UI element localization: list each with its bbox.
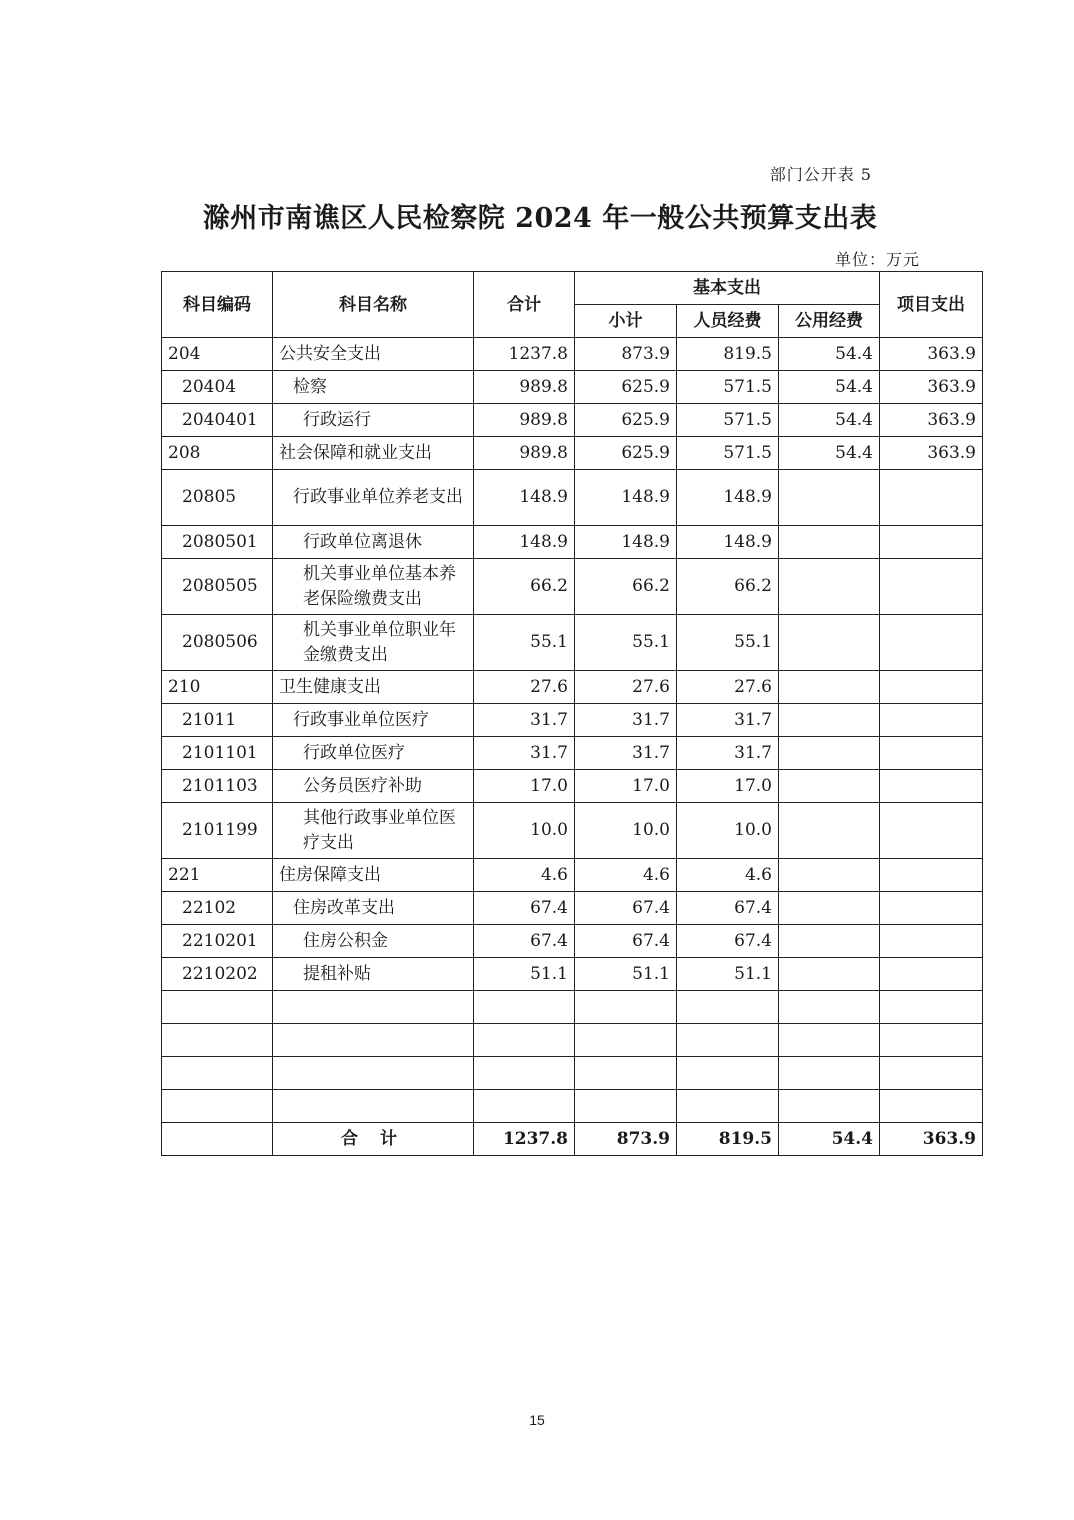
cell-public	[779, 526, 880, 559]
empty-cell	[474, 1090, 575, 1123]
cell-public	[779, 615, 880, 671]
cell-project: 363.9	[880, 371, 983, 404]
cell-total: 66.2	[474, 559, 575, 615]
cell-project	[880, 470, 983, 526]
cell-public	[779, 704, 880, 737]
empty-cell	[575, 1024, 677, 1057]
cell-total: 989.8	[474, 404, 575, 437]
cell-personnel: 571.5	[677, 371, 779, 404]
cell-project	[880, 526, 983, 559]
table-row	[162, 338, 983, 371]
table-row	[162, 437, 983, 470]
cell-code: 2080505	[162, 559, 273, 615]
empty-cell	[880, 991, 983, 1024]
empty-cell	[880, 1057, 983, 1090]
total-subtotal: 873.9	[575, 1123, 677, 1156]
budget-table	[161, 271, 983, 1156]
cell-subtotal: 31.7	[575, 737, 677, 770]
cell-name: 住房改革支出	[273, 892, 474, 925]
empty-cell	[779, 1024, 880, 1057]
cell-total: 55.1	[474, 615, 575, 671]
cell-total: 17.0	[474, 770, 575, 803]
cell-name: 其他行政事业单位医疗支出	[273, 803, 474, 859]
cell-project: 363.9	[880, 404, 983, 437]
cell-subtotal: 10.0	[575, 803, 677, 859]
cell-public	[779, 803, 880, 859]
cell-public	[779, 892, 880, 925]
unit-label: 单位：万元	[834, 250, 920, 269]
cell-code: 21011	[162, 704, 273, 737]
table-row	[162, 371, 983, 404]
cell-code: 20404	[162, 371, 273, 404]
cell-personnel: 4.6	[677, 859, 779, 892]
cell-personnel: 571.5	[677, 437, 779, 470]
header-subtotal: 小计	[575, 305, 677, 338]
cell-subtotal: 625.9	[575, 404, 677, 437]
cell-total: 1237.8	[474, 338, 575, 371]
total-project: 363.9	[880, 1123, 983, 1156]
empty-cell	[677, 1090, 779, 1123]
table-row	[162, 958, 983, 991]
cell-subtotal: 67.4	[575, 892, 677, 925]
cell-public: 54.4	[779, 371, 880, 404]
empty-row	[162, 1057, 983, 1090]
cell-subtotal: 873.9	[575, 338, 677, 371]
empty-cell	[677, 991, 779, 1024]
table-row	[162, 803, 983, 859]
cell-personnel: 31.7	[677, 737, 779, 770]
cell-total: 4.6	[474, 859, 575, 892]
empty-cell	[474, 1057, 575, 1090]
cell-total: 51.1	[474, 958, 575, 991]
cell-name: 机关事业单位基本养老保险缴费支出	[273, 559, 474, 615]
page-title: 滁州市南谯区人民检察院 2024 年一般公共预算支出表	[202, 203, 878, 234]
cell-code: 2040401	[162, 404, 273, 437]
cell-name: 行政事业单位养老支出	[273, 470, 474, 526]
cell-personnel: 67.4	[677, 892, 779, 925]
cell-public: 54.4	[779, 437, 880, 470]
cell-total: 989.8	[474, 437, 575, 470]
cell-personnel: 31.7	[677, 704, 779, 737]
cell-project	[880, 859, 983, 892]
cell-name: 行政单位离退休	[273, 526, 474, 559]
cell-name: 公务员医疗补助	[273, 770, 474, 803]
table-row	[162, 671, 983, 704]
cell-subtotal: 55.1	[575, 615, 677, 671]
cell-project	[880, 803, 983, 859]
header-name: 科目名称	[273, 272, 474, 338]
cell-total: 27.6	[474, 671, 575, 704]
cell-total: 67.4	[474, 925, 575, 958]
empty-cell	[880, 1024, 983, 1057]
cell-name: 提租补贴	[273, 958, 474, 991]
cell-subtotal: 66.2	[575, 559, 677, 615]
cell-personnel: 819.5	[677, 338, 779, 371]
table-row	[162, 470, 983, 526]
cell-public	[779, 559, 880, 615]
empty-cell	[575, 1057, 677, 1090]
table-row	[162, 526, 983, 559]
cell-total: 10.0	[474, 803, 575, 859]
cell-code: 2210202	[162, 958, 273, 991]
cell-total: 148.9	[474, 470, 575, 526]
cell-personnel: 66.2	[677, 559, 779, 615]
empty-cell	[162, 1057, 273, 1090]
empty-cell	[575, 991, 677, 1024]
cell-public	[779, 671, 880, 704]
empty-cell	[474, 991, 575, 1024]
cell-code: 2101101	[162, 737, 273, 770]
cell-total: 67.4	[474, 892, 575, 925]
cell-subtotal: 625.9	[575, 437, 677, 470]
cell-code: 22102	[162, 892, 273, 925]
cell-personnel: 17.0	[677, 770, 779, 803]
cell-public	[779, 737, 880, 770]
table-row	[162, 704, 983, 737]
empty-row	[162, 991, 983, 1024]
form-number: 部门公开表 5	[769, 165, 872, 184]
total-row	[162, 1123, 983, 1156]
cell-public	[779, 958, 880, 991]
cell-public	[779, 925, 880, 958]
cell-subtotal: 625.9	[575, 371, 677, 404]
cell-code: 2080501	[162, 526, 273, 559]
cell-code: 204	[162, 338, 273, 371]
cell-project	[880, 704, 983, 737]
empty-cell	[162, 991, 273, 1024]
header-total: 合计	[474, 272, 575, 338]
empty-cell	[273, 1090, 474, 1123]
cell-subtotal: 51.1	[575, 958, 677, 991]
cell-code: 2101103	[162, 770, 273, 803]
cell-personnel: 55.1	[677, 615, 779, 671]
cell-subtotal: 17.0	[575, 770, 677, 803]
cell-public: 54.4	[779, 404, 880, 437]
cell-project	[880, 559, 983, 615]
cell-project	[880, 671, 983, 704]
cell-personnel: 10.0	[677, 803, 779, 859]
cell-public	[779, 470, 880, 526]
cell-total: 148.9	[474, 526, 575, 559]
cell-total: 31.7	[474, 737, 575, 770]
empty-cell	[677, 1057, 779, 1090]
empty-cell	[779, 1057, 880, 1090]
page-number: 15	[529, 1412, 545, 1428]
total-code-cell	[162, 1123, 273, 1156]
cell-project	[880, 615, 983, 671]
empty-cell	[779, 991, 880, 1024]
cell-subtotal: 148.9	[575, 470, 677, 526]
table-row	[162, 404, 983, 437]
cell-total: 989.8	[474, 371, 575, 404]
cell-personnel: 27.6	[677, 671, 779, 704]
cell-code: 20805	[162, 470, 273, 526]
cell-name: 卫生健康支出	[273, 671, 474, 704]
cell-personnel: 67.4	[677, 925, 779, 958]
total-public: 54.4	[779, 1123, 880, 1156]
empty-row	[162, 1090, 983, 1123]
cell-personnel: 51.1	[677, 958, 779, 991]
empty-cell	[273, 1057, 474, 1090]
cell-name: 机关事业单位职业年金缴费支出	[273, 615, 474, 671]
header-basic: 基本支出	[575, 272, 880, 305]
cell-name: 住房保障支出	[273, 859, 474, 892]
cell-personnel: 571.5	[677, 404, 779, 437]
table-row	[162, 737, 983, 770]
empty-cell	[677, 1024, 779, 1057]
cell-code: 2080506	[162, 615, 273, 671]
cell-public: 54.4	[779, 338, 880, 371]
cell-code: 2101199	[162, 803, 273, 859]
total-label: 合 计	[273, 1123, 474, 1156]
table-row	[162, 770, 983, 803]
cell-subtotal: 148.9	[575, 526, 677, 559]
cell-project: 363.9	[880, 338, 983, 371]
header-personnel: 人员经费	[677, 305, 779, 338]
empty-cell	[880, 1090, 983, 1123]
empty-cell	[162, 1024, 273, 1057]
empty-row	[162, 1024, 983, 1057]
cell-name: 社会保障和就业支出	[273, 437, 474, 470]
cell-personnel: 148.9	[677, 470, 779, 526]
cell-subtotal: 4.6	[575, 859, 677, 892]
empty-cell	[779, 1090, 880, 1123]
empty-cell	[474, 1024, 575, 1057]
cell-code: 208	[162, 437, 273, 470]
cell-public	[779, 859, 880, 892]
cell-subtotal: 31.7	[575, 704, 677, 737]
cell-subtotal: 67.4	[575, 925, 677, 958]
header-code: 科目编码	[162, 272, 273, 338]
cell-project	[880, 958, 983, 991]
table-row	[162, 615, 983, 671]
table-header	[162, 272, 983, 338]
cell-name: 检察	[273, 371, 474, 404]
cell-name: 公共安全支出	[273, 338, 474, 371]
cell-name: 住房公积金	[273, 925, 474, 958]
empty-cell	[273, 1024, 474, 1057]
cell-name: 行政运行	[273, 404, 474, 437]
table-row	[162, 559, 983, 615]
header-project: 项目支出	[880, 272, 983, 338]
cell-personnel: 148.9	[677, 526, 779, 559]
empty-cell	[273, 991, 474, 1024]
cell-public	[779, 770, 880, 803]
cell-subtotal: 27.6	[575, 671, 677, 704]
cell-name: 行政事业单位医疗	[273, 704, 474, 737]
header-public: 公用经费	[779, 305, 880, 338]
cell-project	[880, 892, 983, 925]
cell-total: 31.7	[474, 704, 575, 737]
cell-project: 363.9	[880, 437, 983, 470]
empty-cell	[162, 1090, 273, 1123]
cell-project	[880, 770, 983, 803]
total-personnel: 819.5	[677, 1123, 779, 1156]
table-row	[162, 892, 983, 925]
cell-code: 221	[162, 859, 273, 892]
table-row	[162, 925, 983, 958]
cell-project	[880, 925, 983, 958]
cell-project	[880, 737, 983, 770]
cell-code: 2210201	[162, 925, 273, 958]
empty-cell	[575, 1090, 677, 1123]
cell-name: 行政单位医疗	[273, 737, 474, 770]
total-total: 1237.8	[474, 1123, 575, 1156]
table-row	[162, 859, 983, 892]
cell-code: 210	[162, 671, 273, 704]
table-body	[162, 338, 983, 1156]
